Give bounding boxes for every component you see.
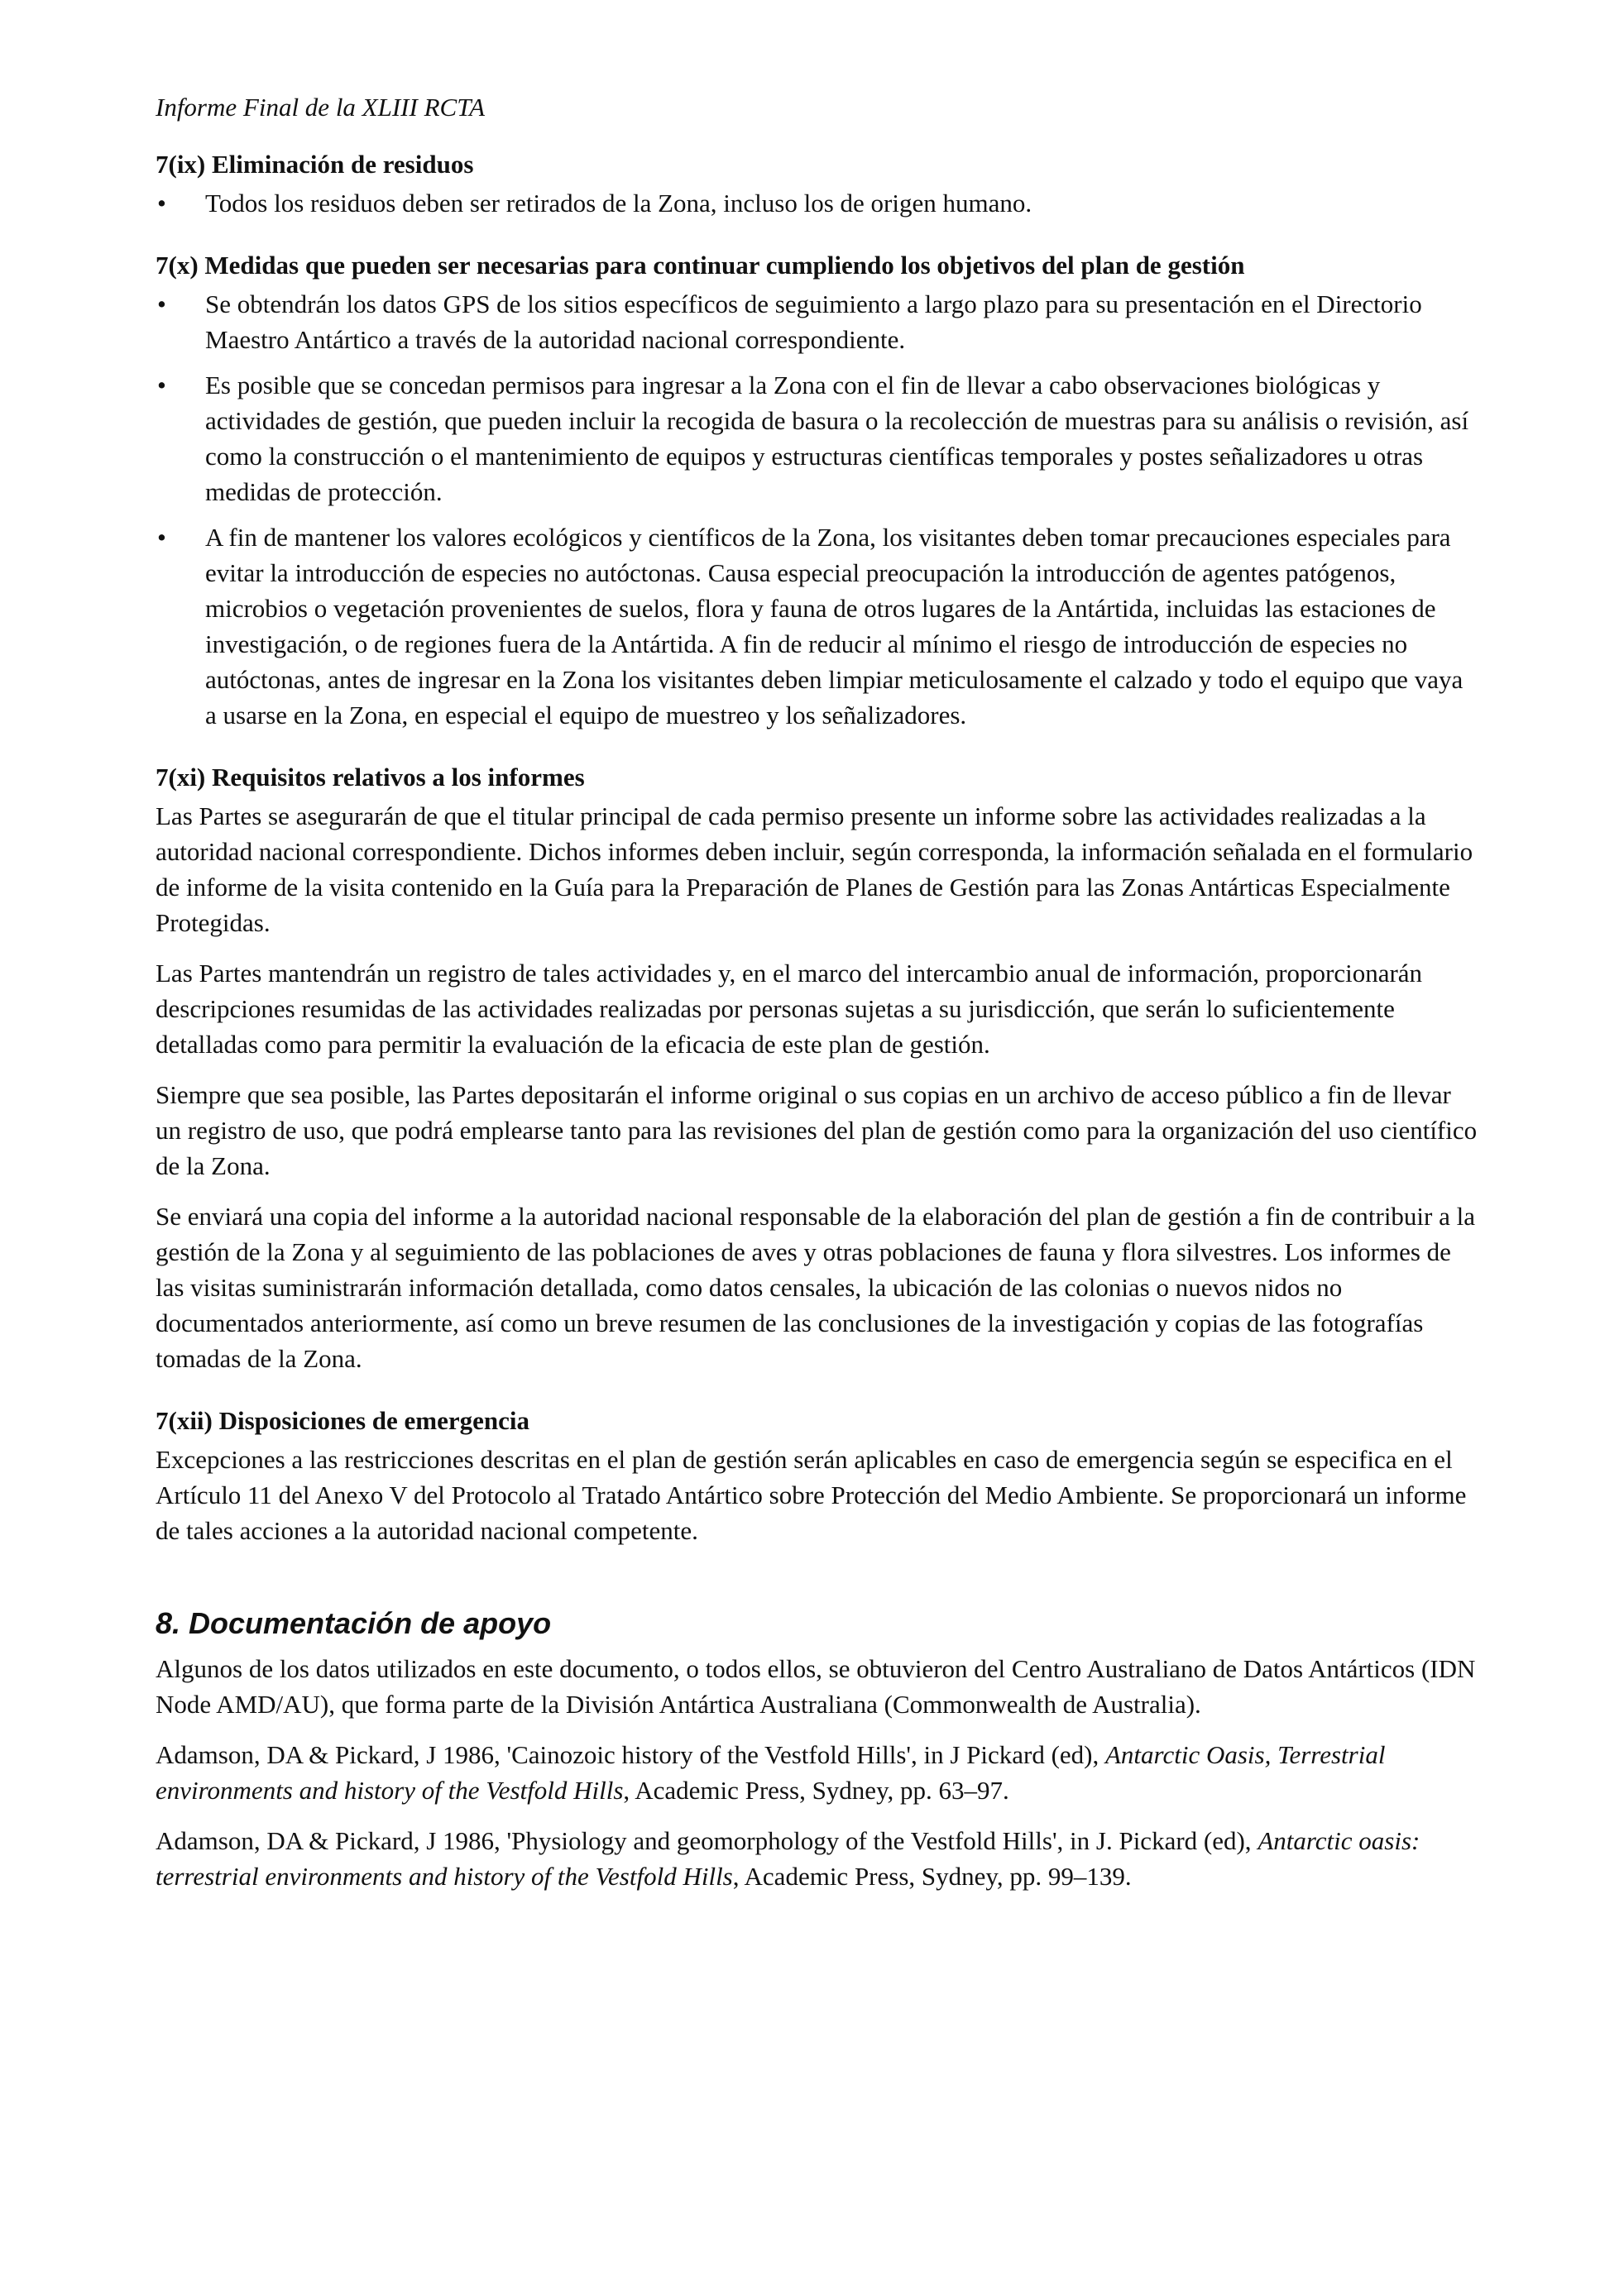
reference-text: , Academic Press, Sydney, pp. 63–97. [623, 1776, 1009, 1805]
section-heading: 7(x) Medidas que pueden ser necesarias para continuar cumpliendo los objetivos del plan de gestión [156, 251, 1245, 280]
list-item-text: Se obtendrán los datos GPS de los sitios específicos de seguimiento a largo plazo para su presentación en el Directorio Maestro Antártico a través de la autoridad nacional correspondiente. [205, 289, 1422, 354]
bullet-icon: • [157, 289, 166, 318]
reference-entry [156, 1737, 1479, 1808]
reference-text: Adamson, DA & Pickard, J 1986, 'Physiology and geomorphology of the Vestfold Hills', in J. Pickard (ed), [156, 1826, 1258, 1855]
section-7xi [156, 759, 1479, 1376]
bullet-list [156, 185, 1479, 221]
section-7xii [156, 1403, 1479, 1548]
section-heading: 7(ix) Eliminación de residuos [156, 150, 474, 179]
reference-title: Antarctic Oasis, Terrestrial environments and history of the Vestfold Hills [156, 1740, 1386, 1805]
list-item [156, 367, 1479, 509]
section-7x [156, 247, 1479, 733]
list-item-text: A fin de mantener los valores ecológicos y científicos de la Zona, los visitantes deben tomar precauciones especiales para evitar la introducción de especies no autóctonas. Causa especial preocupación la introducción de agentes patógenos, microbios o vegetación provenientes de suelos, flora y fauna de otros lugares de la Antártida, incluidas las estaciones de investigación, o de regiones fuera de la Antártida. A fin de reducir al mínimo el riesgo de introducción de especies no autóctonas, antes de ingresar en la Zona los visitantes deben limpiar meticulosamente el calzado y todo el equipo que vaya a usarse en la Zona, en especial el equipo de muestreo y los señalizadores. [205, 523, 1464, 729]
section-heading: 7(xii) Disposiciones de emergencia [156, 1406, 530, 1435]
reference-text: Adamson, DA & Pickard, J 1986, 'Cainozoic history of the Vestfold Hills', in J Pickard (ed), [156, 1740, 1105, 1769]
section-title: 8. Documentación de apoyo [156, 1606, 552, 1640]
bullet-list [156, 286, 1479, 733]
reference-text: , Academic Press, Sydney, pp. 99–139. [732, 1862, 1132, 1891]
paragraph: Algunos de los datos utilizados en este documento, o todos ellos, se obtuvieron del Centro Australiano de Datos Antárticos (IDN Node AMD/AU), que forma parte de la División Antártica Australiana (Commonwealth de Australia). [156, 1654, 1476, 1719]
list-item-text: Es posible que se concedan permisos para ingresar a la Zona con el fin de llevar a cabo observaciones biológicas y actividades de gestión, que pueden incluir la recogida de basura o la recolección de muestras para su análisis o revisión, así como la construcción o el mantenimiento de equipos y estructuras científicas temporales y postes señalizadores u otras medidas de protección. [205, 371, 1469, 506]
section-heading: 7(xi) Requisitos relativos a los informes [156, 763, 585, 792]
running-header: Informe Final de la XLIII RCTA [156, 93, 486, 122]
list-item [156, 185, 1479, 221]
paragraph: Excepciones a las restricciones descritas en el plan de gestión serán aplicables en caso de emergencia según se especifica en el Artículo 11 del Anexo V del Protocolo al Tratado Antártico sobre Protección del Medio Ambiente. Se proporcionará un informe de tales acciones a la autoridad nacional competente. [156, 1445, 1467, 1545]
section-8 [156, 1605, 1479, 1894]
list-item [156, 286, 1479, 357]
reference-title: Antarctic oasis: terrestrial environments and history of the Vestfold Hills [156, 1826, 1420, 1891]
bullet-icon: • [157, 523, 166, 552]
list-item [156, 519, 1479, 733]
document-page [156, 89, 1479, 1909]
paragraph: Las Partes se asegurarán de que el titular principal de cada permiso presente un informe sobre las actividades realizadas a la autoridad nacional correspondiente. Dichos informes deben incluir, según corresponda, la información señalada en el formulario de informe de la visita contenido en la Guía para la Preparación de Planes de Gestión para las Zonas Antárticas Especialmente Protegidas. [156, 801, 1473, 937]
reference-entry [156, 1823, 1479, 1894]
paragraph: Las Partes mantendrán un registro de tales actividades y, en el marco del intercambio anual de información, proporcionarán descripciones resumidas de las actividades realizadas por personas sujetas a su jurisdicción, que serán lo suficientemente detalladas como para permitir la evaluación de la eficacia de este plan de gestión. [156, 959, 1423, 1059]
bullet-icon: • [157, 371, 166, 399]
paragraph: Siempre que sea posible, las Partes depositarán el informe original o sus copias en un archivo de acceso público a fin de llevar un registro de uso, que podrá emplearse tanto para las revisiones del plan de gestión como para la organización del uso científico de la Zona. [156, 1080, 1478, 1180]
bullet-icon: • [157, 189, 166, 218]
paragraph: Se enviará una copia del informe a la autoridad nacional responsable de la elaboración del plan de gestión a fin de contribuir a la gestión de la Zona y al seguimiento de las poblaciones de aves y otras poblaciones de fauna y flora silvestres. Los informes de las visitas suministrarán información detallada, como datos censales, la ubicación de las colonias o nuevos nidos no documentados anteriormente, así como un breve resumen de las conclusiones de la investigación y copias de las fotografías tomadas de la Zona. [156, 1202, 1476, 1373]
list-item-text: Todos los residuos deben ser retirados de la Zona, incluso los de origen humano. [205, 189, 1032, 218]
section-7ix [156, 146, 1479, 221]
